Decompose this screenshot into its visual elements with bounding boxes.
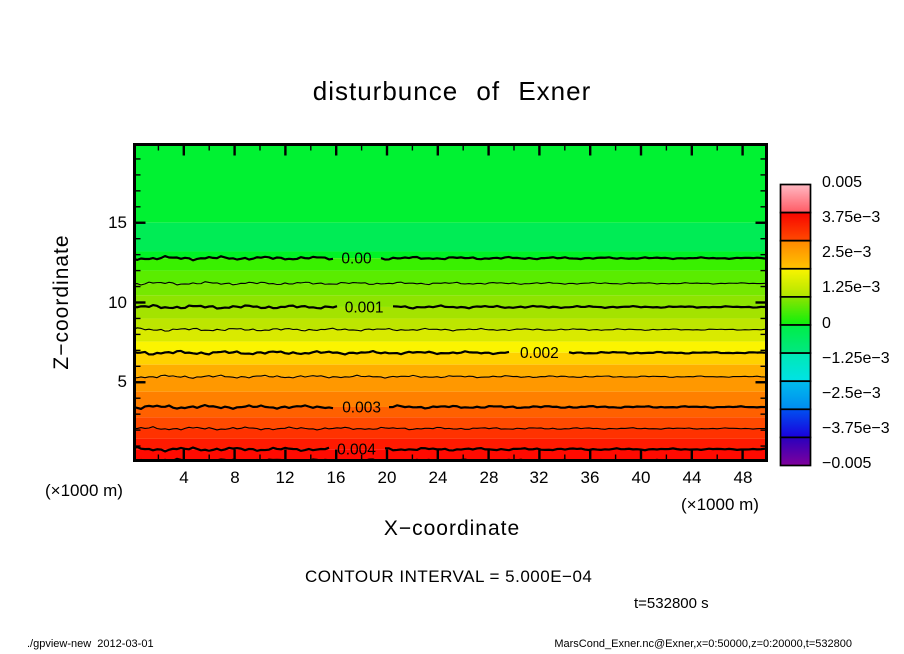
fill-band: [133, 417, 768, 428]
x-tick-label: 40: [631, 468, 651, 487]
fill-band: [133, 392, 768, 407]
contour-label: 0.001: [344, 299, 384, 317]
contour-interval-note: CONTOUR INTERVAL = 5.000E−04: [305, 567, 593, 586]
fill-band: [133, 342, 768, 353]
fill-band: [133, 377, 768, 392]
colorbar: [779, 183, 815, 467]
fill-band: [133, 223, 768, 252]
footer-data-source: MarsCond_Exner.nc@Exner,x=0:50000,z=0:20000,t=532800: [554, 638, 852, 650]
colorbar-label: −0.005: [822, 455, 872, 472]
y-axis-unit-label: (×1000 m): [45, 481, 123, 500]
fill-band: [133, 407, 768, 417]
x-tick-label: 24: [428, 468, 448, 487]
fill-band: [133, 353, 768, 365]
contour-plot: [133, 143, 768, 462]
y-tick-label: 10: [108, 293, 127, 312]
contour-label: 0.003: [342, 399, 381, 417]
x-tick-label: 32: [529, 468, 549, 487]
x-tick-label: 44: [682, 468, 702, 487]
colorbar-box: [781, 353, 811, 381]
x-tick-label: 16: [326, 468, 346, 487]
contour-label: 0.00: [341, 250, 372, 268]
x-tick-label: 20: [377, 468, 397, 487]
time-stamp: t=532800 s: [634, 595, 709, 612]
x-tick-label: 36: [580, 468, 600, 487]
x-tick-label: 28: [479, 468, 499, 487]
x-axis-title: X−coordinate: [383, 517, 521, 540]
colorbar-box: [781, 213, 811, 241]
fill-band: [133, 143, 768, 223]
fill-band: [133, 295, 768, 307]
contour-label: 0.004: [337, 441, 376, 459]
fill-band: [133, 429, 768, 439]
y-axis-title: Z−coordinate: [50, 234, 73, 370]
colorbar-label: −2.5e−3: [822, 385, 881, 402]
colorbar-box: [781, 185, 811, 213]
x-tick-label: 12: [275, 468, 295, 487]
colorbar-label: 0.005: [822, 174, 863, 191]
fill-band: [133, 365, 768, 377]
fill-band: [133, 330, 768, 342]
colorbar-label: 3.75e−3: [822, 209, 881, 226]
contour-label: 0.002: [520, 345, 559, 363]
colorbar-label: −3.75e−3: [822, 420, 890, 437]
page-title: disturbunce of Exner: [312, 76, 592, 106]
footer-program-version: ./gpview-new 2012-03-01: [27, 638, 154, 650]
colorbar-box: [781, 437, 811, 465]
x-tick-label: 4: [179, 468, 189, 487]
colorbar-box: [781, 409, 811, 437]
y-tick-label: 5: [117, 372, 127, 391]
colorbar-box: [781, 381, 811, 409]
colorbar-label: −1.25e−3: [822, 350, 890, 367]
colorbar-box: [781, 297, 811, 325]
fill-band: [133, 318, 768, 329]
colorbar-label: 2.5e−3: [822, 244, 872, 261]
x-tick-label: 48: [733, 468, 753, 487]
fill-band: [133, 283, 768, 295]
colorbar-box: [781, 241, 811, 269]
colorbar-label: 0: [822, 315, 831, 332]
x-tick-label: 8: [230, 468, 240, 487]
colorbar-label: 1.25e−3: [822, 279, 881, 296]
x-axis-unit-label: (×1000 m): [681, 495, 759, 514]
y-tick-label: 15: [108, 213, 127, 232]
colorbar-box: [781, 325, 811, 353]
colorbar-box: [781, 269, 811, 297]
fill-band: [133, 271, 768, 284]
